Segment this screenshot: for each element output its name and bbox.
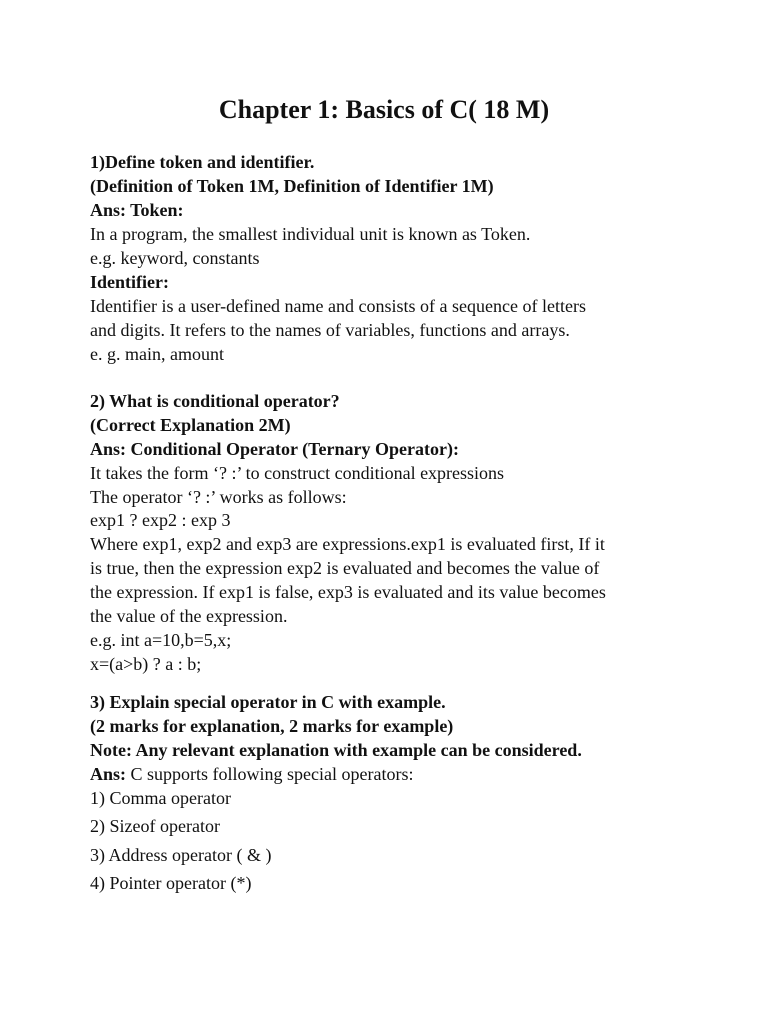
q1-identifier-def-2: and digits. It refers to the names of variables, functions and arrays. (90, 320, 570, 340)
q2-line-8: e.g. int a=10,b=5,x; (90, 630, 232, 650)
q2-marks: (Correct Explanation 2M) (90, 415, 291, 435)
q3-ans-text: C supports following special operators: (126, 764, 414, 784)
q3-note: Note: Any relevant explanation with example can be considered. (90, 740, 582, 760)
q1-token-def: In a program, the smallest individual unit is known as Token. (90, 224, 531, 244)
q2-line-1: It takes the form ‘? :’ to construct conditional expressions (90, 463, 505, 483)
q2-line-6: the expression. If exp1 is false, exp3 is evaluated and its value becomes (90, 582, 606, 602)
q2-line-4: Where exp1, exp2 and exp3 are expressions.exp1 is evaluated first, If it (90, 534, 605, 554)
q3-list-item: 3) Address operator ( & ) (90, 845, 272, 865)
q1-identifier-eg: e. g. main, amount (90, 344, 224, 364)
q2-question: 2) What is conditional operator? (90, 391, 340, 411)
q3-ans-label: Ans: (90, 764, 127, 784)
q2-line-7: the value of the expression. (90, 606, 288, 626)
q1-ans-heading: Ans: Token: (90, 200, 184, 220)
q1-identifier-def-1: Identifier is a user-defined name and consists of a sequence of letters (90, 296, 586, 316)
q3-list-item: 4) Pointer operator (*) (90, 873, 252, 893)
page-title: Chapter 1: Basics of C( 18 M) (218, 95, 550, 124)
q3-question: 3) Explain special operator in C with example. (90, 692, 446, 712)
q1-identifier-heading: Identifier: (90, 272, 169, 292)
q3-marks: (2 marks for explanation, 2 marks for example) (90, 716, 454, 736)
q3-list-item: 1) Comma operator (90, 788, 231, 808)
q2-line-3: exp1 ? exp2 : exp 3 (90, 510, 231, 530)
q1-marks: (Definition of Token 1M, Definition of Identifier 1M) (90, 176, 494, 196)
q1-question: 1)Define token and identifier. (90, 152, 315, 172)
q3-list-item: 2) Sizeof operator (90, 816, 220, 836)
q1-token-eg: e.g. keyword, constants (90, 248, 260, 268)
q2-line-9: x=(a>b) ? a : b; (90, 654, 202, 674)
q2-ans-heading: Ans: Conditional Operator (Ternary Operator): (90, 439, 459, 459)
q2-line-2: The operator ‘? :’ works as follows: (90, 487, 347, 507)
q2-line-5: is true, then the expression exp2 is evaluated and becomes the value of (90, 558, 600, 578)
q3-ans-line (90, 762, 413, 786)
